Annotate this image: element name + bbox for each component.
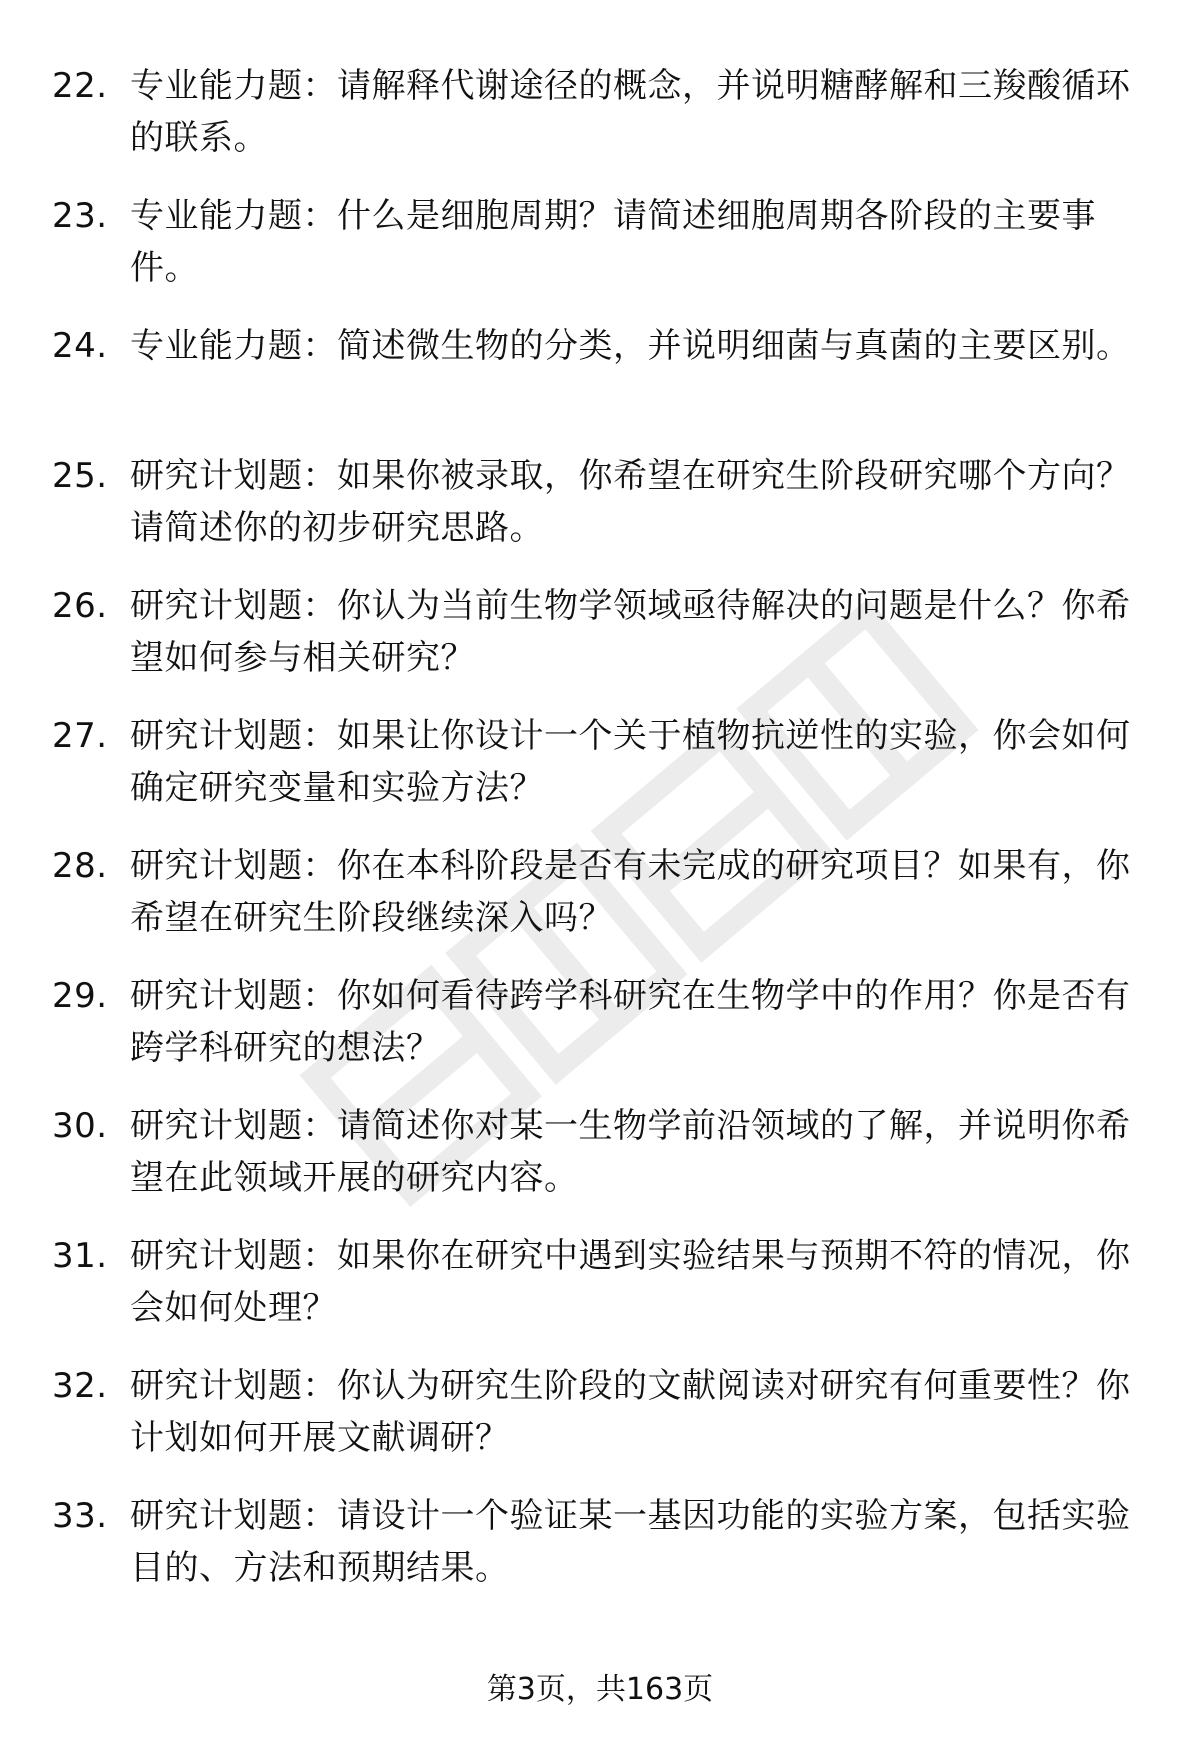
question-number: 28. (52, 846, 108, 886)
question-number: 29. (52, 976, 108, 1016)
question-text: 研究计划题：请简述你对某一生物学前沿领域的了解，并说明你希望在此领域开展的研究内容。 (130, 1106, 1131, 1198)
question-item (52, 450, 1152, 580)
question-text: 研究计划题：你在本科阶段是否有未完成的研究项目？如果有，你希望在研究生阶段继续深入吗？ (130, 846, 1131, 938)
question-item (52, 580, 1152, 710)
question-number: 24. (52, 326, 108, 366)
question-text: 专业能力题：请解释代谢途径的概念，并说明糖酵解和三羧酸循环的联系。 (130, 66, 1131, 158)
question-item (52, 970, 1152, 1100)
question-text: 研究计划题：你如何看待跨学科研究在生物学中的作用？你是否有跨学科研究的想法？ (130, 976, 1131, 1068)
question-number: 32. (52, 1366, 108, 1406)
question-text: 专业能力题：简述微生物的分类，并说明细菌与真菌的主要区别。 (130, 326, 1131, 366)
question-number: 30. (52, 1106, 108, 1146)
question-number: 33. (52, 1496, 108, 1536)
question-item (52, 60, 1152, 190)
question-item (52, 840, 1152, 970)
question-number: 23. (52, 196, 108, 236)
question-list (52, 60, 1152, 1620)
question-text: 研究计划题：请设计一个验证某一基因功能的实验方案，包括实验目的、方法和预期结果。 (130, 1496, 1131, 1588)
question-text: 专业能力题：什么是细胞周期？请简述细胞周期各阶段的主要事件。 (130, 196, 1096, 288)
page-number-footer: 第3页，共163页 (486, 1672, 714, 1707)
question-item (52, 190, 1152, 320)
question-text: 研究计划题：你认为当前生物学领域亟待解决的问题是什么？你希望如何参与相关研究？ (130, 586, 1131, 678)
question-item (52, 1490, 1152, 1620)
question-number: 31. (52, 1236, 108, 1276)
question-text: 研究计划题：如果让你设计一个关于植物抗逆性的实验，你会如何确定研究变量和实验方法？ (130, 716, 1131, 808)
question-item (52, 1230, 1152, 1360)
question-item (52, 320, 1152, 450)
question-item (52, 1100, 1152, 1230)
question-number: 22. (52, 66, 108, 106)
question-number: 27. (52, 716, 108, 756)
question-item (52, 1360, 1152, 1490)
question-text: 研究计划题：你认为研究生阶段的文献阅读对研究有何重要性？你计划如何开展文献调研？ (130, 1366, 1131, 1458)
question-item (52, 710, 1152, 840)
question-text: 研究计划题：如果你在研究中遇到实验结果与预期不符的情况，你会如何处理？ (130, 1236, 1131, 1328)
question-number: 25. (52, 456, 108, 496)
question-text: 研究计划题：如果你被录取，你希望在研究生阶段研究哪个方向？请简述你的初步研究思路。 (130, 456, 1131, 548)
question-number: 26. (52, 586, 108, 626)
